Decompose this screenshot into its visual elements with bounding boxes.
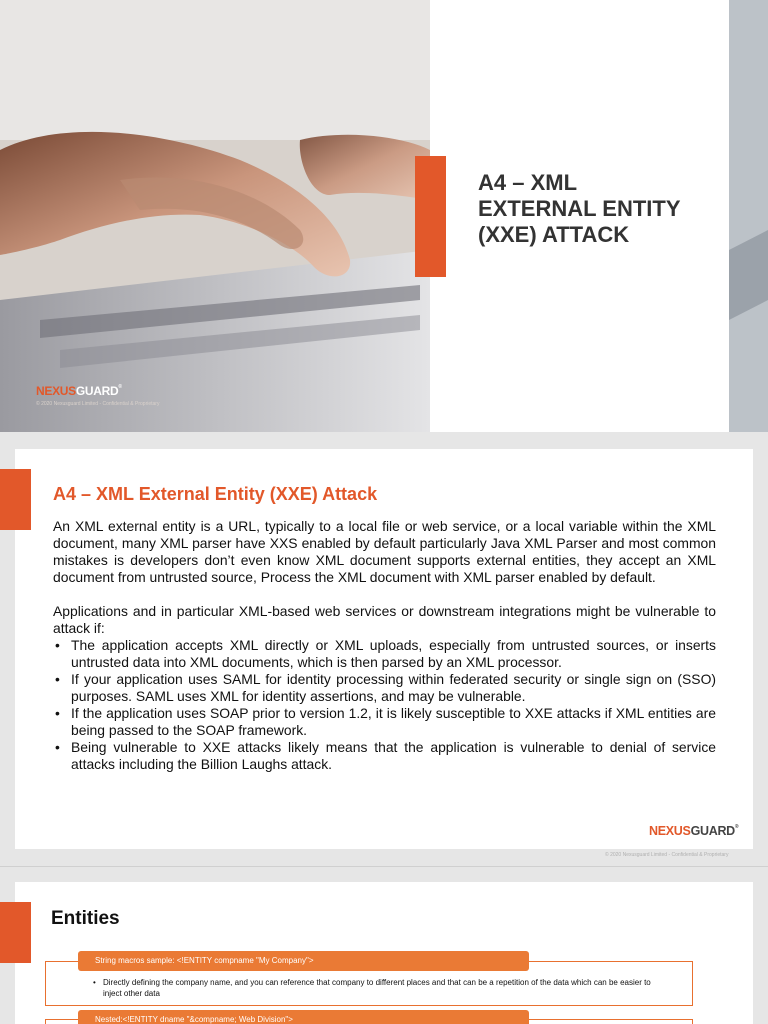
entity-label: Nested:<!ENTITY dname "&compname; Web Division"> <box>78 1010 529 1024</box>
entity-bullet-text: Directly defining the company name, and you can reference that company to different places and that can be a repetition of the data which can be easier to inject other data <box>103 978 651 998</box>
paragraph: An XML external entity is a URL, typically to a local file or web service, or a local variable within the XML document, many XML parser have XXS enabled by default particularly Java XML Parser and most common mistakes is developers don’t even know XML document supports external entities, they accept an XML document from untrusted source, Process the XML document with XML parser enabled by default. <box>53 518 716 585</box>
logo-part2: GUARD <box>690 824 735 838</box>
logo-part1: NEXUS <box>36 384 76 398</box>
copyright-text: © 2020 Nexusguard Limited - Confidential & Proprietary <box>605 852 729 858</box>
logo-part1: NEXUS <box>649 824 691 838</box>
logo-part2: GUARD <box>75 384 119 398</box>
paragraph: Applications and in particular XML-based web services or downstream integrations might be vulnerable to attack if: <box>53 603 716 636</box>
list-item: • Being vulnerable to XXE attacks likely means that the application is vulnerable to denial of service attacks including the Billion Laughs attack. <box>53 739 716 773</box>
accent-bar <box>0 902 31 963</box>
logo-mark: ® <box>118 384 122 390</box>
slide-title: A4 – XML EXTERNAL ENTITY (XXE) ATTACK <box>478 170 681 247</box>
bullet-icon: • <box>93 978 96 987</box>
logo-mark: ® <box>734 824 739 830</box>
copyright-text: © 2020 Nexusguard Limited - Confidential & Proprietary <box>36 401 160 407</box>
nexusguard-logo <box>649 824 738 838</box>
entity-bullet <box>93 977 653 999</box>
slide-divider <box>0 866 768 867</box>
list-item: • The application accepts XML directly or XML uploads, especially from untrusted sources, or inserts untrusted data into XML documents, which is then parsed by an XML processor. <box>53 637 716 671</box>
nexusguard-logo <box>36 384 122 398</box>
list-item: • If the application uses SOAP prior to version 1.2, it is likely susceptible to XXE attacks if XML entities are being passed to the SOAP framework. <box>53 705 716 739</box>
accent-bar <box>0 469 31 530</box>
slide-heading: Entities <box>51 908 120 929</box>
slide-body <box>53 518 716 773</box>
slide-heading: A4 – XML External Entity (XXE) Attack <box>53 484 378 504</box>
accent-bar <box>415 156 446 277</box>
title-slide <box>0 0 768 432</box>
list-item: • If your application uses SAML for identity processing within federated security or single sign on (SSO) purposes. SAML uses XML for identity assertions, and may be vulnerable. <box>53 671 716 705</box>
bullet-list <box>53 637 716 773</box>
entity-label: String macros sample: <!ENTITY compname "My Company"> <box>78 951 529 971</box>
